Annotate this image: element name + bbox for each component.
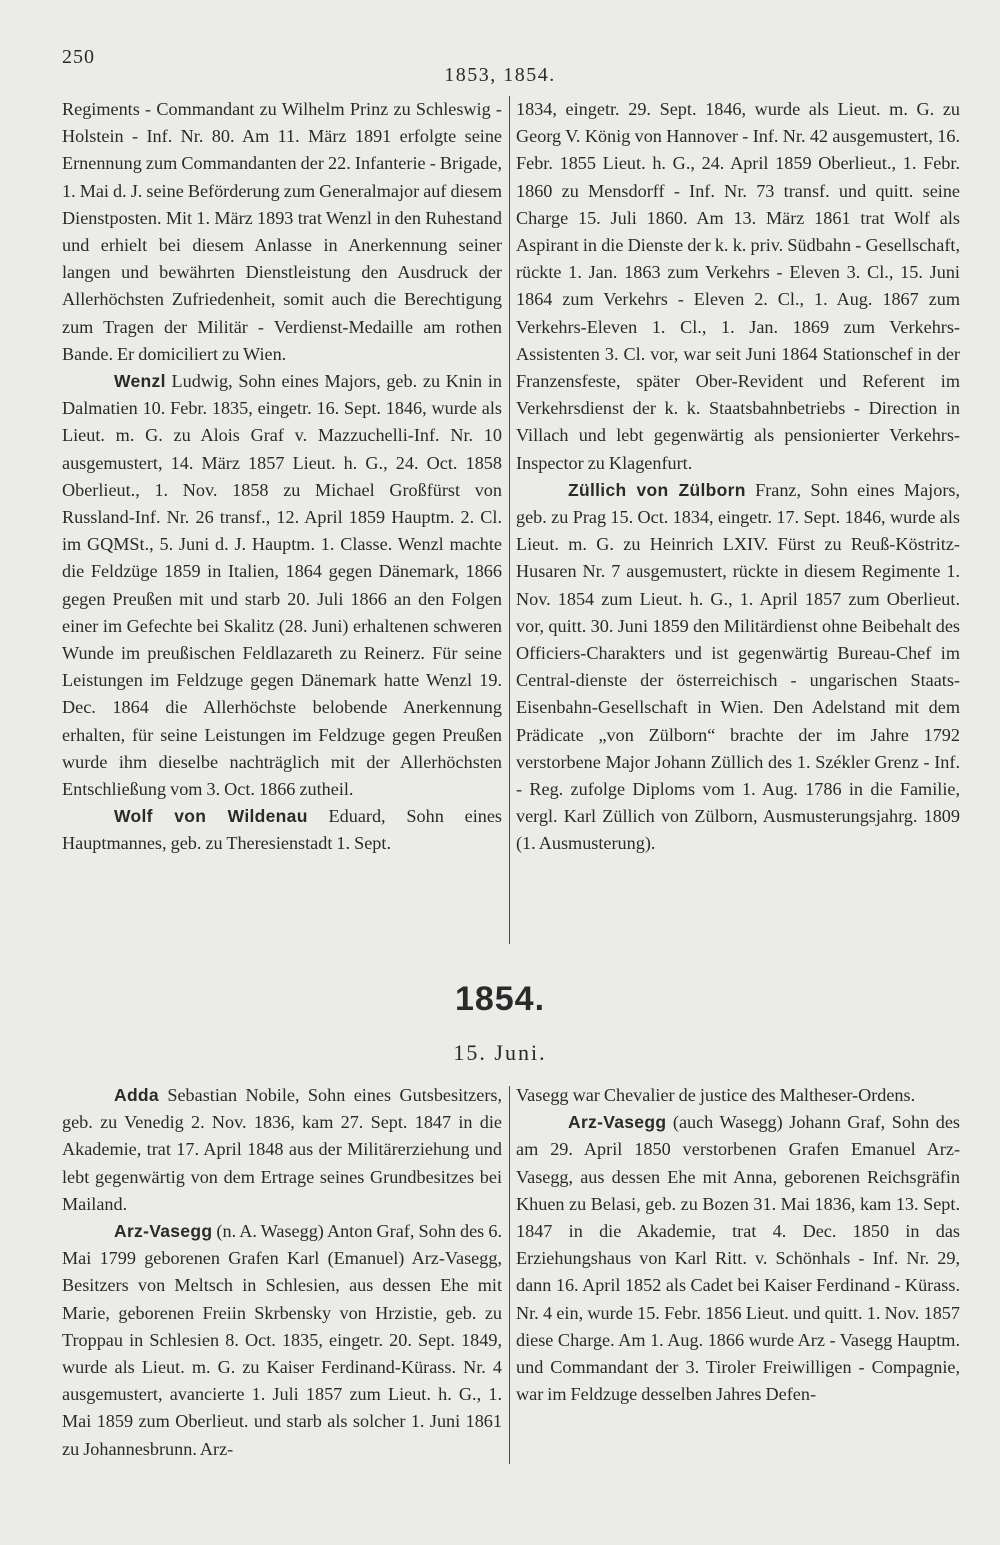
biography-entry — [62, 803, 502, 857]
paragraph-text: Vasegg war Chevalier de justice des Maltheser-Ordens. — [516, 1085, 916, 1105]
running-head: 1853, 1854. — [444, 64, 556, 86]
biography-entry — [516, 477, 960, 858]
paragraph-text: Regiments - Commandant zu Wilhelm Prinz zu Schleswig - Holstein - Inf. Nr. 80. Am 11. März 1891 erfolgte seine Ernennung zum Commandanten der 22. Infanterie - Brigade, 1. Mai d. J. seine Beförderung zum Generalmajor auf diesem Dienstposten. Mit 1. März 1893 trat Wenzl in den Ruhestand und erhielt bei diesem Anlasse in Anerkennung seiner langen und bewährten Dienstleistung den Ausdruck der Allerhöchsten Zufriedenheit, somit auch die Berechtigung zum Tragen der Militär - Verdienst-Medaille am rothen Bande. Er domiciliert zu Wien. — [62, 99, 502, 364]
entry-name: Adda — [114, 1085, 159, 1105]
column-bottom-right — [516, 1082, 960, 1408]
entry-name: Wenzl — [114, 371, 166, 392]
paragraph — [62, 96, 502, 368]
paragraph-text: 1834, eingetr. 29. Sept. 1846, wurde als Lieut. m. G. zu Georg V. König von Hannover - Inf. Nr. 42 ausgemustert, 16. Febr. 1855 Lieut. h. G., 24. April 1859 Oberlieut., 1. Febr. 1860 zu Mensdorff - Inf. Nr. 73 transf. und quitt. seine Charge 15. Juli 1860. Am 13. März 1861 trat Wolf als Aspirant in die Dienste der k. k. priv. Südbahn - Gesellschaft, rückte 1. Jan. 1863 zum Verkehrs - Eleven 3. Cl., 15. Juni 1864 zum Verkehrs - Eleven 2. Cl., 1. Aug. 1867 zum Verkehrs-Eleven 1. Cl., 1. Jan. 1869 zum Verkehrs-Assistenten 3. Cl. vor, war seit Juni 1864 Stationschef in der Franzensfeste, später Ober-Revident und Referent im Verkehrsdienst der k. k. Staatsbahnbetriebs - Direction in Villach und lebt gegenwärtig als pensionierter Verkehrs-Inspector zu Klagenfurt. — [516, 99, 960, 473]
entry-text: Franz, Sohn eines Majors, geb. zu Prag 15. Oct. 1834, eingetr. 17. Sept. 1846, wurde als Lieut. m. G. zu Heinrich LXIV. Fürst zu Reuß-Köstritz-Husaren Nr. 7 ausgemustert, rückte in diesem Regimente 1. Nov. 1854 zum Lieut. h. G., 1. April 1857 zum Oberlieut. vor, quitt. 30. Juni 1859 den Militärdienst ohne Beibehalt des Officiers-Charakters und ist gegenwärtig Bureau-Chef im Central-dienste der österreichisch - ungarischen Staats-Eisenbahn-Gesellschaft in Wien. Den Adelstand mit dem Prädicate „von Zülborn“ brachte der im Jahre 1792 verstorbene Major Johann Züllich des 1. Székler Grenz - Inf. - Reg. zufolge Diploms vom 1. Aug. 1786 in die Familie, vergl. Karl Züllich von Zülborn, Ausmusterungsjahrg. 1809 (1. Ausmusterung). — [516, 479, 960, 854]
biography-entry — [62, 368, 502, 803]
entry-text: Eduard, Sohn eines Hauptmannes, geb. zu Theresienstadt 1. Sept. — [62, 806, 503, 854]
year-heading: 1854. — [454, 980, 546, 1018]
entry-name: Arz-Vasegg — [568, 1112, 667, 1133]
entry-name: Züllich von Zülborn — [568, 479, 746, 500]
column-divider-bottom — [509, 1086, 510, 1464]
paragraph — [516, 1082, 960, 1109]
column-top-left — [62, 96, 502, 858]
entry-text: (n. A. Wasegg) Anton Graf, Sohn des 6. Mai 1799 geborenen Grafen Karl (Emanuel) Arz-Vasegg, Besitzers von Meltsch in Schlesien, aus dessen Ehe mit Marie, geborenen Freiin Skrbensky von Hrzistie, geb. zu Troppau in Schlesien 8. Oct. 1835, eingetr. 20. Sept. 1849, wurde als Lieut. m. G. zu Kaiser Ferdinand-Kürass. Nr. 4 ausgemustert, avancierte 1. Juli 1857 zum Lieut. h. G., 1. Mai 1859 zum Oberlieut. und starb als solcher 1. Juni 1861 zu Johannesbrunn. Arz- — [62, 1221, 502, 1459]
paragraph — [516, 96, 960, 477]
entry-text: Ludwig, Sohn eines Majors, geb. zu Knin in Dalmatien 10. Febr. 1835, eingetr. 16. Sept. 1846, wurde als Lieut. m. G. zu Alois Graf v. Mazzuchelli-Inf. Nr. 10 ausgemustert, 14. März 1857 Lieut. h. G., 24. Oct. 1858 Oberlieut., 1. Nov. 1858 zu Michael Großfürst von Russland-Inf. Nr. 26 transf., 12. April 1859 Hauptm. 2. Cl. im GQMSt., 5. Juni d. J. Hauptm. 1. Classe. Wenzl machte die Feldzüge 1859 in Italien, 1864 gegen Dänemark, 1866 gegen Preußen mit und starb 20. Juli 1866 an den Folgen einer im Gefechte bei Skalitz (28. Juni) erhaltenen schweren Wunde im preußischen Feldlazareth zu Reinerz. Für seine Leistungen im Feldzuge gegen Dänemark hatte Wenzl 19. Dec. 1864 die Allerhöchste belobende Anerkennung erhalten, für seine Leistungen im Feldzuge gegen Preußen wurde ihm dieselbe nachträglich mit der Allerhöchsten Entschließung vom 3. Oct. 1866 zutheil. — [62, 371, 503, 800]
entry-name: Arz-Vasegg — [114, 1221, 213, 1242]
entry-text: (auch Wasegg) Johann Graf, Sohn des am 29. April 1850 verstorbenen Grafen Emanuel Arz-Vasegg, aus dessen Ehe mit Anna, geborenen Reichsgräfin Khuen zu Belasi, geb. zu Bozen 31. Mai 1836, kam 13. Sept. 1847 in die Akademie, trat 4. Dec. 1850 in das Erziehungshaus von Karl Ritt. v. Schönhals - Inf. Nr. 29, dann 16. April 1852 als Cadet bei Kaiser Ferdinand - Kürass. Nr. 4 ein, wurde 15. Febr. 1856 Lieut. und quitt. 1. Nov. 1857 diese Charge. Am 1. Aug. 1866 wurde Arz - Vasegg Hauptm. und Commandant der 3. Tiroler Freiwilligen - Compagnie, war im Feldzuge desselben Jahres Defen- — [516, 1112, 960, 1405]
column-bottom-left — [62, 1082, 502, 1463]
biography-entry — [516, 1109, 960, 1408]
biography-entry — [62, 1082, 502, 1218]
page-number: 250 — [62, 46, 95, 68]
date-heading: 15. Juni. — [453, 1040, 547, 1065]
column-top-right — [516, 96, 960, 858]
biography-entry — [62, 1218, 502, 1463]
entry-text: Sebastian Nobile, Sohn eines Gutsbesitzers, geb. zu Venedig 2. Nov. 1836, kam 27. Sept. 1847 in die Akademie, trat 17. April 1848 aus der Militärerziehung und lebt gegenwärtig von dem Ertrage seines Grundbesitzes bei Mailand. — [62, 1085, 502, 1214]
entry-name: Wolf von Wildenau — [114, 806, 308, 827]
column-divider-top — [509, 96, 510, 944]
